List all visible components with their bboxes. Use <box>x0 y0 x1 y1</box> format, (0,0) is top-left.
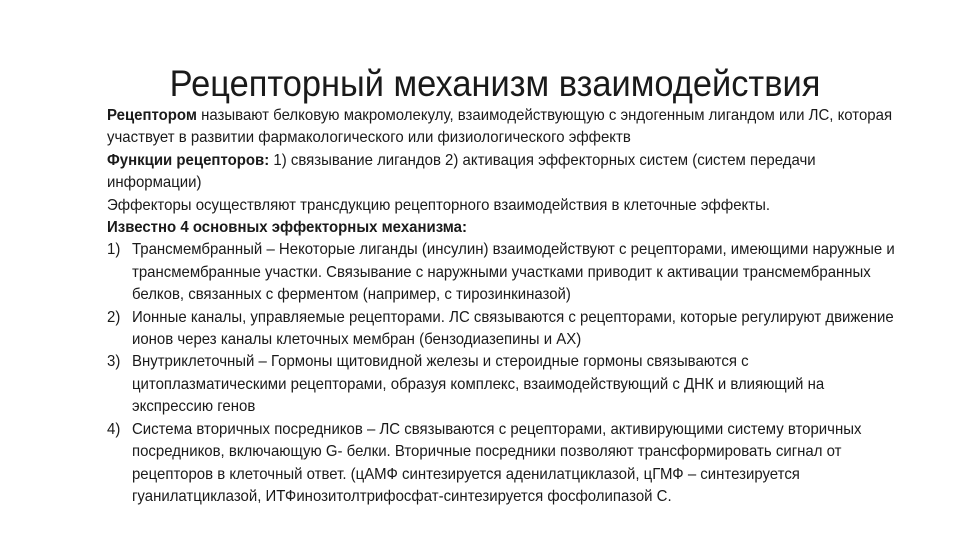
mechanisms-heading: Известно 4 основных эффекторных механизма: <box>107 219 467 237</box>
definition-term: Рецептором <box>107 107 197 124</box>
functions-text: 1) связывание лигандов 2) активация эффекторных систем (систем передачи информации) <box>107 151 816 192</box>
list-item-number: 1) <box>107 241 121 259</box>
list-item-text: Трансмембранный – Некоторые лиганды (инсулин) взаимодействуют с рецепторами, имеющими наружные и трансмембранные участки. Связывание с наружными участками приводит к активации трансмембранных белков, связанных с ферментом (например, с тирозинкиназой) <box>131 241 895 304</box>
list-item-text: Внутриклеточный – Гормоны щитовидной железы и стероидные гормоны связываются с цитоплазматическими рецепторами, образуя комплекс, взаимодействующий с ДНК и влияющий на экспрессию генов <box>131 353 825 416</box>
functions-label: Функции рецепторов: <box>107 151 270 169</box>
functions-paragraph <box>107 150 904 195</box>
list-item-text: Ионные каналы, управляемые рецепторами. ЛС связываются с рецепторами, которые регулируют движение ионов через каналы клеточных мембран (бензодиазепины и АХ) <box>131 308 894 349</box>
list-item-number: 2) <box>107 308 121 326</box>
list-item-text: Система вторичных посредников – ЛС связываются с рецепторами, активирующими систему вторичных посредников, включающую G- белки. Вторичные посредники позволяют трансформировать сигнал от рецепторов в клеточный ответ. (цАМФ синтезируется аденилатциклазой, цГМФ – синтезируется гуанилатциклазой, ИТФинозитолтрифосфат-синтезируется фосфолипазой С. <box>131 420 862 505</box>
list-item <box>107 351 904 418</box>
list-item-number: 4) <box>107 420 121 438</box>
slide-title: Рецепторный механизм взаимодействия <box>169 62 821 104</box>
definition-text: называют белковую макромолекулу, взаимодействующую с эндогенным лигандом или ЛС, которая участвует в развитии фармакологического или физиологического эффектв <box>107 107 893 147</box>
list-item-number: 3) <box>107 353 121 371</box>
definition-paragraph <box>107 105 904 150</box>
list-item <box>107 419 904 509</box>
effectors-paragraph: Эффекторы осуществляют трансдукцию рецепторного взаимодействия в клеточные эффекты. <box>107 196 771 214</box>
list-item <box>107 239 904 306</box>
slide-body <box>107 105 904 508</box>
list-item <box>107 307 904 352</box>
mechanisms-list <box>107 239 904 508</box>
mechanisms-heading-paragraph <box>107 217 904 239</box>
